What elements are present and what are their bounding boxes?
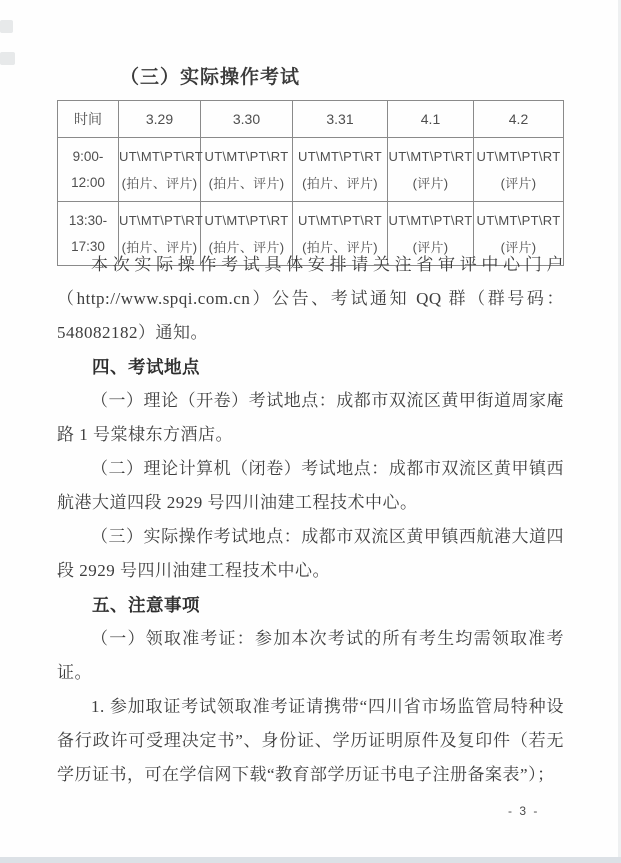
exam-cell	[474, 138, 564, 202]
paragraph-location-practical: （三）实际操作考试地点：成都市双流区黄甲镇西航港大道四段 2929 号四川油建工程技术中心。	[57, 527, 564, 580]
scan-smudge	[0, 52, 15, 65]
table-header-row	[58, 101, 564, 138]
heading-section-5: 五、注意事项	[92, 595, 200, 615]
exam-cell	[201, 138, 293, 202]
time-cell	[58, 138, 119, 202]
time-start: 13:30-	[68, 212, 108, 228]
exam-mode: (评片)	[500, 239, 537, 255]
paragraph-location-computer: （二）理论计算机（闭卷）考试地点：成都市双流区黄甲镇西航港大道四段 2929 号四川油建工程技术中心。	[57, 459, 564, 512]
exam-schedule-table	[57, 100, 564, 266]
exam-cell	[119, 138, 201, 202]
exam-methods: UT\MT\PT\RT	[476, 212, 561, 228]
time-end: 12:00	[71, 174, 105, 190]
exam-mode: (拍片、评片)	[121, 175, 198, 191]
exam-methods: UT\MT\PT\RT	[388, 148, 473, 164]
scan-smudge	[0, 20, 13, 33]
exam-mode: (拍片、评片)	[302, 239, 378, 255]
exam-cell	[388, 138, 474, 202]
exam-methods: UT\MT\PT\RT	[298, 148, 382, 164]
heading-section-4: 四、考试地点	[92, 357, 200, 377]
exam-mode: (拍片、评片)	[121, 239, 198, 255]
col-header-time: 时间	[58, 101, 119, 138]
exam-cell	[293, 138, 388, 202]
exam-mode: (评片)	[412, 175, 449, 191]
exam-mode: (拍片、评片)	[208, 239, 285, 255]
exam-methods: UT\MT\PT\RT	[204, 212, 289, 228]
paragraph-location-theory: （一）理论（开卷）考试地点：成都市双流区黄甲街道周家庵路 1 号棠棣东方酒店。	[57, 391, 564, 444]
paragraph-required-documents: 1. 参加取证考试领取准考证请携带“四川省市场监管局特种设备行政许可受理决定书”、身份证、学历证明原件及复印件（若无学历证书，可在学信网下载“教育部学历证书电子注册备案表”）；	[57, 697, 564, 784]
time-start: 9:00-	[72, 148, 104, 164]
col-header-date: 3.30	[201, 101, 293, 138]
exam-methods: UT\MT\PT\RT	[476, 148, 561, 164]
exam-mode: (评片)	[412, 239, 449, 255]
col-header-date: 4.1	[388, 101, 474, 138]
col-header-date: 3.29	[119, 101, 201, 138]
section-3-heading: （三）实际操作考试	[120, 67, 301, 88]
page-number: - 3 -	[508, 804, 540, 818]
scan-edge-strip	[0, 857, 621, 863]
exam-mode: (评片)	[500, 175, 537, 191]
exam-methods: UT\MT\PT\RT	[119, 212, 203, 228]
exam-mode: (拍片、评片)	[302, 175, 378, 191]
exam-methods: UT\MT\PT\RT	[204, 148, 289, 164]
time-end: 17:30	[71, 238, 105, 254]
body-text	[57, 248, 564, 792]
col-header-date: 3.31	[293, 101, 388, 138]
exam-methods: UT\MT\PT\RT	[119, 148, 203, 164]
exam-methods: UT\MT\PT\RT	[298, 212, 382, 228]
paragraph-admission-ticket: （一）领取准考证：参加本次考试的所有考生均需领取准考证。	[57, 629, 564, 682]
table-row	[58, 138, 564, 202]
paragraph-intro: 本次实际操作考试具体安排请关注省审评中心门户（http://www.spqi.com.cn）公告、考试通知 QQ 群（群号码：548082182）通知。	[57, 255, 564, 342]
exam-methods: UT\MT\PT\RT	[388, 212, 473, 228]
col-header-date: 4.2	[474, 101, 564, 138]
exam-mode: (拍片、评片)	[208, 175, 285, 191]
